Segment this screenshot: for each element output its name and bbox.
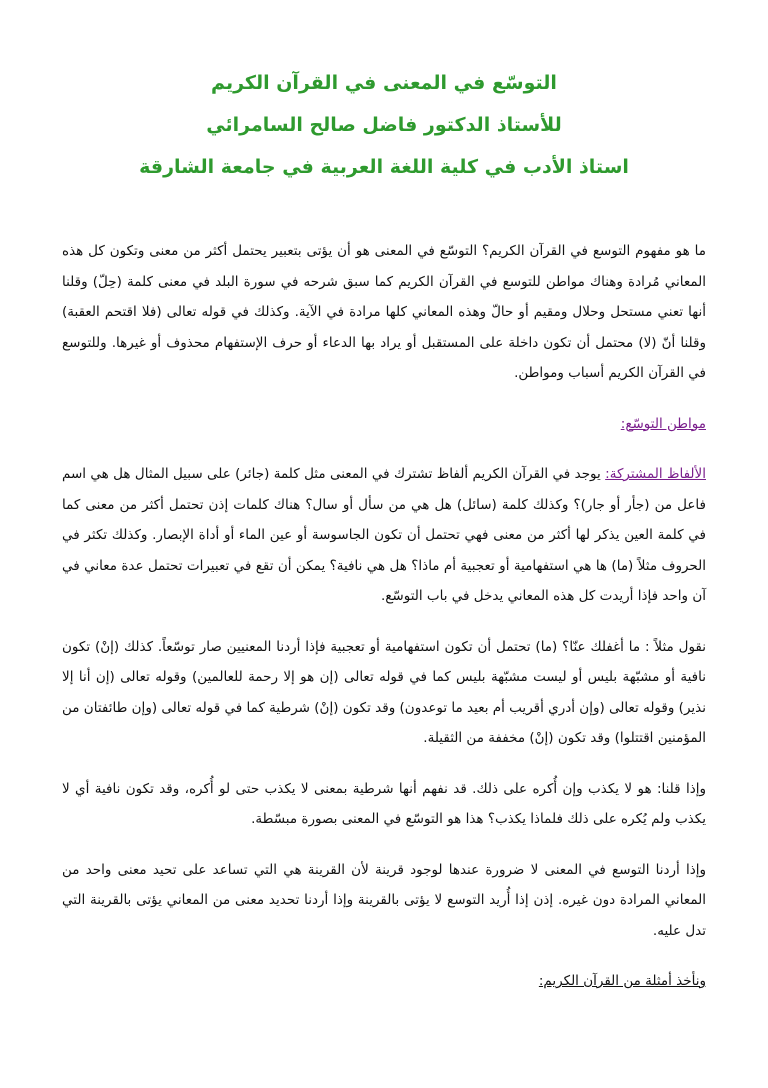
key-term-shared-words: الألفاظ المشتركة: xyxy=(605,466,706,482)
title-block xyxy=(0,62,768,188)
section-heading-text: مواطن التوسّع: xyxy=(620,415,706,432)
paragraph-shared-words xyxy=(62,459,706,612)
paragraph-context-clue: وإذا أردنا التوسع في المعنى لا ضرورة عندها لوجود قرينة لأن القرينة هي التي تساعد على تحيد معنى واحد من المعاني المرادة دون غيره. إذن إذا أُريد التوسع لا يؤتى بالقرينة وإذا أردنا تحديد معنى من المعاني يؤتى بالقرينة التي تدل عليه. xyxy=(62,861,706,939)
closing-heading-text: ونأخذ أمثلة من القرآن الكريم: xyxy=(538,973,706,989)
page-title: التوسّع في المعنى في القرآن الكريم xyxy=(211,72,557,94)
paragraph-shared-words-text: يوجد في القرآن الكريم ألفاظ تشترك في المعنى مثل كلمة (جائر) على سبيل المثال هل هي اسم فاعل من (جأر أو جار)؟ وكذلك كلمة (سائل) هل هي من سأل أو سال؟ هناك كلمات إذن تحتمل أكثر من معنى كما في كلمة العين يذكر لها أكثر من معنى فهي تحتمل أن تكون الجاسوسة أو عين الماء أو أداة الإبصار. وكذلك تكثر في الحروف مثلاً (ما) ها هي استفهامية أو تعجبية أم ماذا؟ هل هي نافية؟ يمكن أن تقع في تعبيرات تحتمل عدة معاني في آن واحد فإذا أريدت كل هذه المعاني يدخل في باب التوسّع. xyxy=(62,466,706,604)
closing-heading xyxy=(62,966,706,997)
affiliation-line: استاذ الأدب في كلية اللغة العربية في جامعة الشارقة xyxy=(139,156,629,178)
paragraph-example-lie: وإذا قلنا: هو لا يكذب وإن أُكره على ذلك. قد نفهم أنها شرطية بمعنى لا يكذب حتى لو أُكره، وقد تكون نافية أي لا يكذب ولم يُكره على ذلك فلماذا يكذب؟ هذا هو التوسّع في المعنى بصورة مبسّطة. xyxy=(62,780,706,827)
author-line: للأستاذ الدكتور فاضل صالح السامرائي xyxy=(206,114,562,136)
intro-paragraph: ما هو مفهوم التوسع في القرآن الكريم؟ التوسّع في المعنى هو أن يؤتى بتعبير يحتمل أكثر من معنى وتكون كل هذه المعاني مُرادة وهناك مواطن للتوسع في القرآن الكريم كما سبق شرحه في سورة البلد في معنى كلمة (حِلّ) وقلنا أنها تعني مستحل وحلال ومقيم أو حالّ وهذه المعاني كلها مرادة في الآية. وكذلك في قوله تعالى (فلا اقتحم العقبة) وقلنا أنّ (لا) محتمل أن تكون داخلة على المستقبل أو يراد بها الدعاء أو حرف الإستفهام محذوف أو غيرها. وللتوسع في القرآن الكريم أسباب ومواطن. xyxy=(62,243,706,381)
article-body xyxy=(62,236,706,1017)
paragraph-examples-ma-in: نقول مثلاً : ما أغفلك عنّا؟ (ما) تحتمل أن تكون استفهامية أو تعجبية فإذا أردنا المعنيين صار توسّعاً. كذلك (إنْ) تكون نافية أو مشبّهة بليس أو ليست مشبّهة بليس كما في قوله تعالى (إن هو إلا رحمة للعالمين) وقوله تعالى (إن أنا إلا نذير) وقوله تعالى (وإن أدري أقريب أم بعيد ما توعدون) وقد تكون (إنْ) شرطية كما في قوله تعالى (وإن طائفتان من المؤمنين اقتتلوا) وقد تكون (إنْ) مخففة من الثقيلة. xyxy=(62,638,706,746)
section-heading xyxy=(62,409,706,440)
